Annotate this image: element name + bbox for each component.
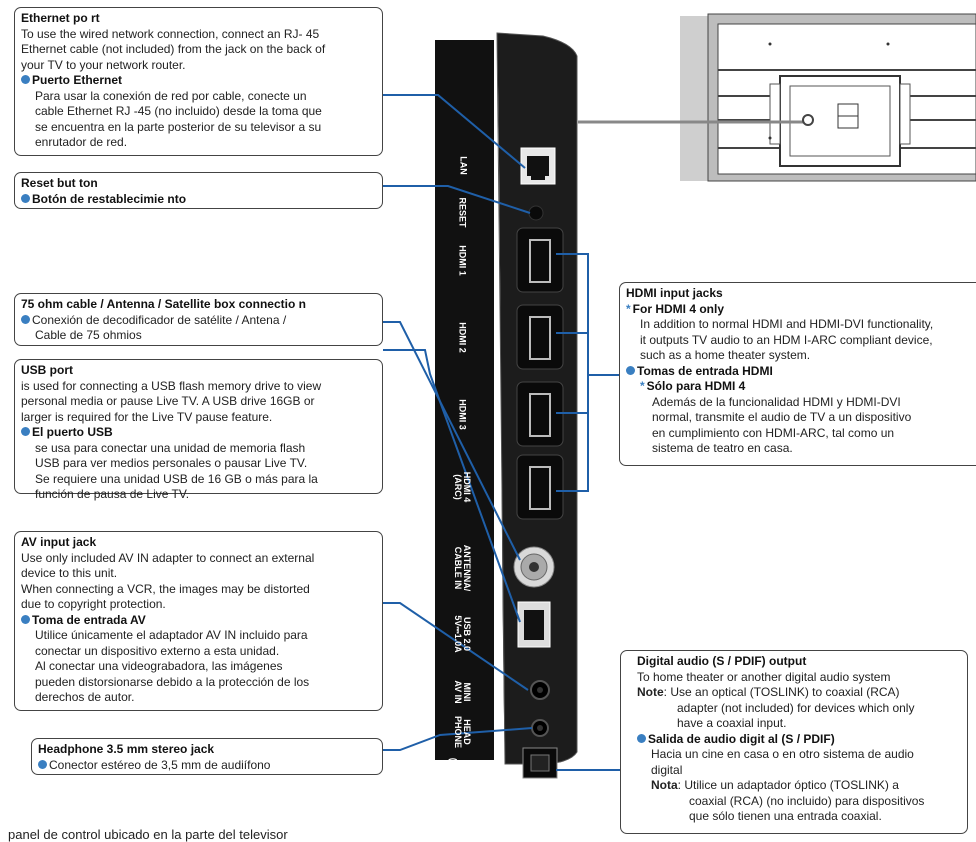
nota-line: : Utilice un adaptador óptico (TOSLINK) a (677, 778, 899, 792)
usb-box (14, 359, 383, 501)
note-line: adapter (not included) for devices which only (677, 700, 915, 715)
hdmi-en-line: In addition to normal HDMI and HDMI-DVI functionality, (640, 317, 934, 331)
bullet-dot (21, 315, 30, 324)
label-usb: USB 2.0 5V⎓1.0A (453, 615, 472, 653)
label-headphone: HEAD PHONE (453, 715, 472, 748)
av-en-line: When connecting a VCR, the images may be distorted (21, 581, 310, 596)
digital-es-line: digital (651, 762, 683, 777)
ethernet-en-line: To use the wired network connection, connect an RJ- 45 (21, 26, 320, 41)
note-line: : Use an optical (TOSLINK) to coaxial (RCA) (663, 685, 900, 699)
label-hdmi-2: HDMI 2 (457, 322, 468, 353)
hdmi-en-line: it outputs TV audio to an HDM I-ARC compliant device, (640, 332, 933, 347)
av-es-line: derechos de autor. (35, 690, 135, 704)
av-es-line: Utilice únicamente el adaptador AV IN incluido para (35, 628, 308, 642)
bullet-dot (21, 427, 30, 436)
ethernet-es-line: cable Ethernet RJ -45 (no incluido) desde la toma que (35, 104, 322, 118)
hdmi-title: HDMI input jacks (626, 286, 723, 300)
av-es-title: Toma de entrada AV (32, 612, 146, 627)
digital-en-line: To home theater or another digital audio system (637, 669, 891, 684)
note-label: Note (637, 685, 664, 699)
antenna-es-line: Conexión de decodificador de satélite / Antena / (32, 312, 287, 327)
av-box (14, 531, 383, 711)
usb-es-line: función de pausa de Live TV. (35, 487, 190, 501)
note-line: have a coaxial input. (677, 716, 787, 730)
ethernet-box (14, 7, 383, 156)
hdmi-2-port (517, 305, 563, 369)
av-en-line: due to copyright protection. (21, 597, 166, 611)
usb-en-line: personal media or pause Live TV. A USB drive 16GB or (21, 394, 315, 408)
label-lan: LAN (458, 156, 469, 175)
hdmi-es-star-title: Sólo para HDMI 4 (646, 379, 746, 393)
headphone-title: Headphone 3.5 mm stereo jack (38, 742, 215, 756)
ethernet-es-title: Puerto Ethernet (32, 73, 123, 87)
hdmi-4-port (517, 455, 563, 519)
label-hdmi-4: HDMI 4 (ARC) (453, 471, 472, 503)
bullet-dot (637, 734, 646, 743)
av-es-line: conectar un dispositivo externo a esta unidad. (35, 643, 280, 658)
digital-es-line: Hacia un cine en casa o en otro sistema de audio (651, 747, 914, 761)
reset-hole (529, 206, 543, 220)
nota-line: que sólo tienen una entrada coaxial. (689, 809, 882, 823)
mini-av-port (531, 681, 549, 699)
asterisk-icon: * (640, 379, 645, 393)
hdmi-box (619, 282, 976, 466)
digital-box (620, 650, 968, 834)
av-es-line: pueden distorsionarse debido a la protección de los (35, 674, 310, 689)
hdmi-star-title: For HDMI 4 only (632, 301, 725, 316)
footer-text: panel de control ubicado en la parte del televisor (8, 827, 288, 842)
digital-title: Digital audio (S / PDIF) output (637, 654, 807, 668)
ethernet-en-line: your TV to your network router. (21, 57, 186, 72)
ethernet-en-line: Ethernet cable (not included) from the jack on the back of (21, 42, 326, 56)
antenna-coax-port (514, 547, 554, 587)
reset-es-title: Botón de restablecimie nto (32, 191, 187, 206)
antenna-box (14, 293, 383, 346)
label-hdmi-3: HDMI 3 (457, 399, 468, 430)
hdmi-es-line: normal, transmite el audio de TV a un dispositivo (652, 410, 912, 424)
headphone-port (532, 720, 548, 736)
ethernet-es-line: Para usar la conexión de red por cable, conecte un (35, 88, 307, 103)
usb-title: USB port (21, 363, 73, 377)
av-en-line: device to this unit. (21, 566, 118, 580)
av-es-line: Al conectar una videograbadora, las imágenes (35, 659, 283, 673)
bullet-dot (38, 760, 47, 769)
antenna-title: 75 ohm cable / Antenna / Satellite box connectio n (21, 297, 306, 311)
hdmi-en-line: such as a home theater system. (640, 348, 811, 362)
hdmi-es-line: sistema de teatro en casa. (652, 441, 793, 455)
label-mini-av: MINI AV IN (453, 680, 472, 704)
ethernet-title: Ethernet po rt (21, 11, 100, 25)
usb-port (518, 602, 550, 647)
ethernet-es-line: enrutador de red. (35, 135, 128, 149)
hdmi-es-title: Tomas de entrada HDMI (637, 363, 773, 378)
label-antenna: ANTENNA/ CABLE IN (453, 544, 472, 592)
optical-port (523, 748, 557, 778)
headphone-es-line: Conector estéreo de 3,5 mm de audiífono (49, 757, 271, 772)
reset-title: Reset but ton (21, 176, 98, 190)
tv-back-image (680, 14, 976, 181)
reset-box (14, 172, 383, 209)
asterisk-icon: * (626, 301, 631, 316)
label-hdmi-1: HDMI 1 (457, 245, 468, 276)
hdmi-es-line: en cumplimiento con HDMI-ARC, tal como un (652, 425, 895, 440)
label-reset: RESET (457, 197, 468, 228)
bullet-dot (21, 194, 30, 203)
bullet-dot (21, 75, 30, 84)
hdmi-es-line: Además de la funcionalidad HDMI y HDMI-DVI (652, 394, 901, 409)
nota-label: Nota (651, 778, 678, 792)
usb-en-line: larger is required for the Live TV pause feature. (21, 409, 273, 424)
usb-es-title: El puerto USB (32, 425, 113, 439)
av-title: AV input jack (21, 535, 97, 549)
usb-en-line: is used for connecting a USB flash memory drive to view (21, 378, 322, 393)
bullet-dot (626, 366, 635, 375)
nota-line: coaxial (RCA) (no incluido) para dispositivos (689, 793, 925, 808)
headphone-box (31, 738, 383, 775)
bullet-dot (21, 615, 30, 624)
antenna-es-line: Cable de 75 ohmios (35, 328, 142, 342)
ethernet-es-line: se encuentra en la parte posterior de su televisor a su (35, 119, 322, 134)
usb-es-line: Se requiere una unidad USB de 16 GB o más para la (35, 471, 318, 486)
hdmi-1-port (517, 228, 563, 292)
usb-es-line: se usa para conectar una unidad de memoria flash (35, 440, 306, 455)
digital-es-title: Salida de audio digit al (S / PDIF) (648, 731, 835, 746)
label-digital-out: DIGITAL OUT (OPTICAL) (448, 757, 477, 804)
usb-es-line: USB para ver medios personales o pausar Live TV. (35, 456, 308, 470)
av-en-line: Use only included AV IN adapter to connect an external (21, 550, 315, 565)
